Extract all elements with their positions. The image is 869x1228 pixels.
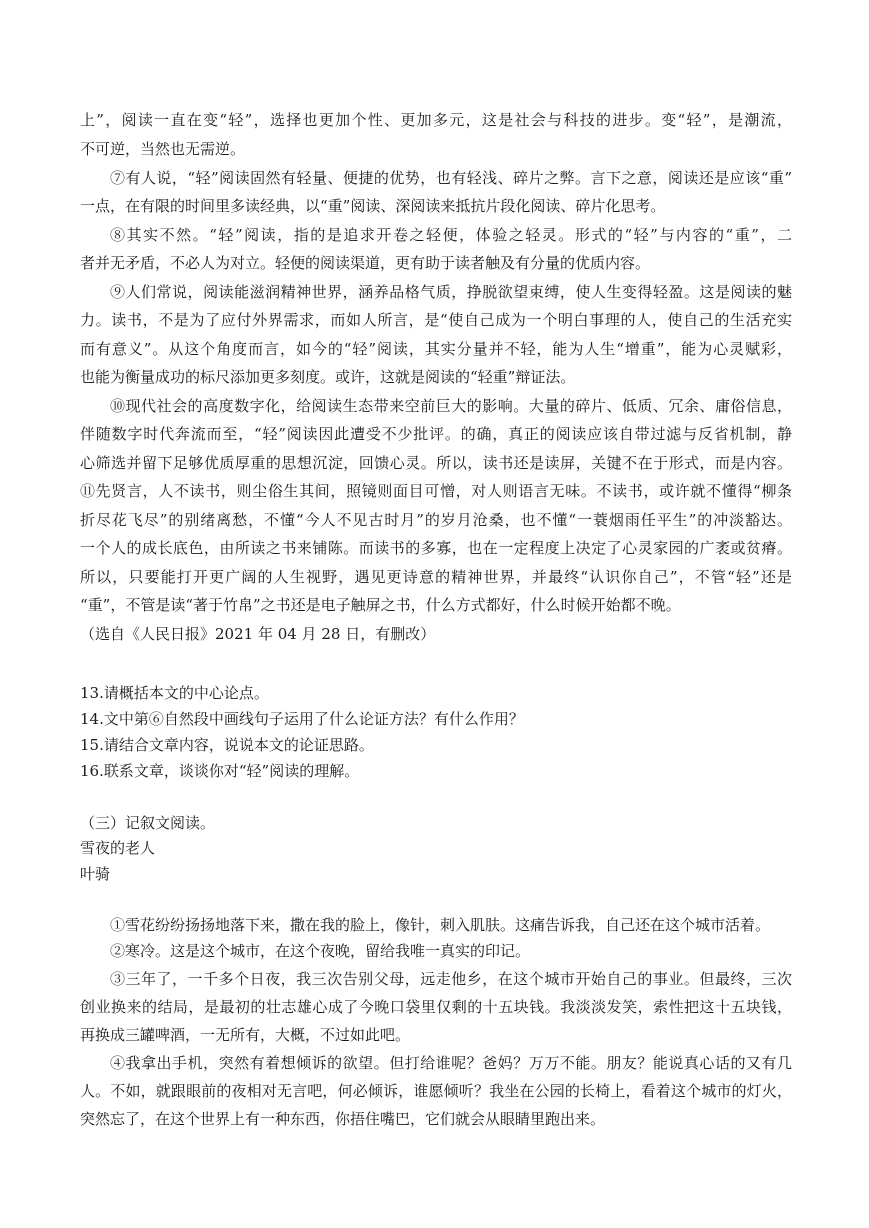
article-line: 不可逆，当然也无需逆。 (80, 140, 246, 158)
story-title: 雪夜的老人 (80, 839, 156, 857)
paragraph-11-line: ⑪先贤言，人不读书，则尘俗生其间，照镜则面目可憎，对人则语言无味。不读书，或许就不懂得“柳条 (80, 482, 792, 500)
question-15: 15.请结合文章内容，说说本文的论证思路。 (80, 736, 374, 754)
paragraph-10-line: 伴随数字时代奔流而至，“轻”阅读因此遭受不少批评。的确，真正的阅读应该自带过滤与反省机制，静 (80, 425, 792, 443)
paragraph-8-line: 者并无矛盾，不必人为对立。轻便的阅读渠道，更有助于读者触及有分量的优质内容。 (80, 254, 651, 272)
paragraph-10-line: 心筛选并留下足够优质厚重的思想沉淀，回馈心灵。所以，读书还是读屏，关键不在于形式，而是内容。 (80, 454, 792, 472)
paragraph-11-line: “重”，不管是读“著于竹帛”之书还是电子触屏之书，什么方式都好，什么时候开始都不晚。 (80, 596, 681, 614)
question-16: 16.联系文章，谈谈你对“轻”阅读的理解。 (80, 762, 360, 780)
question-13: 13.请概括本文的中心论点。 (80, 684, 269, 702)
paragraph-11-line: 所以，只要能打开更广阔的人生视野，遇见更诗意的精神世界，并最终“认识你自己”，不管“轻”还是 (80, 568, 792, 586)
paragraph-9-line: 也能为衡量成功的标尺添加更多刻度。或许，这就是阅读的“轻重”辩证法。 (80, 368, 576, 386)
story-paragraph-4-line: 人。不如，就跟眼前的夜相对无言吧，何必倾诉，谁愿倾听？我坐在公园的长椅上，看着这个城市的灯火， (80, 1082, 792, 1100)
paragraph-11-line: 折尽花飞尽”的别绪离愁，不懂“今人不见古时月”的岁月沧桑，也不懂“一蓑烟雨任平生”的冲淡豁达。 (80, 511, 792, 529)
article-line: 上”，阅读一直在变“轻”，选择也更加个性、更加多元，这是社会与科技的进步。变“轻”，是潮流， (80, 111, 792, 129)
story-paragraph-2: ②寒冷。这是这个城市，在这个夜晚，留给我唯一真实的印记。 (110, 942, 531, 960)
story-paragraph-3-line: 再换成三罐啤酒，一无所有，大概，不过如此吧。 (80, 1026, 411, 1044)
paragraph-10-line: ⑩现代社会的高度数字化，给阅读生态带来空前巨大的影响。大量的碎片、低质、冗余、庸俗信息， (110, 397, 792, 415)
question-14: 14.文中第⑥自然段中画线句子运用了什么论证方法？有什么作用？ (80, 710, 524, 728)
story-paragraph-4-line: 突然忘了，在这个世界上有一种东西，你捂住嘴巴，它们就会从眼睛里跑出来。 (80, 1110, 606, 1128)
paragraph-8-line: ⑧其实不然。“轻”阅读，指的是追求开卷之轻便，体验之轻灵。形式的“轻”与内容的“重”，二 (110, 226, 792, 244)
paragraph-7-line: ⑦有人说，“轻”阅读固然有轻量、便捷的优势，也有轻浅、碎片之弊。言下之意，阅读还是应该“重” (110, 169, 792, 187)
story-paragraph-3-line: 创业换来的结局，是最初的壮志雄心成了今晚口袋里仅剩的十五块钱。我淡淡发笑，索性把这十五块钱， (80, 998, 792, 1016)
paragraph-9-line: 而有意义”。从这个角度而言，如今的“轻”阅读，其实分量并不轻，能为人生“增重”，能为心灵赋彩， (80, 340, 792, 358)
story-paragraph-3-line: ③三年了，一千多个日夜，我三次告别父母，远走他乡，在这个城市开始自己的事业。但最终，三次 (110, 970, 792, 988)
story-paragraph-4-line: ④我拿出手机，突然有着想倾诉的欲望。但打给谁呢？爸妈？万万不能。朋友？能说真心话的又有几 (110, 1054, 792, 1072)
paragraph-7-line: 一点，在有限的时间里多读经典，以“重”阅读、深阅读来抵抗片段化阅读、碎片化思考。 (80, 197, 666, 215)
story-author: 叶骑 (80, 865, 111, 883)
paragraph-9-line: ⑨人们常说，阅读能滋润精神世界，涵养品格气质，挣脱欲望束缚，使人生变得轻盈。这是阅读的魅 (110, 283, 792, 301)
story-paragraph-1: ①雪花纷纷扬扬地落下来，撒在我的脸上，像针，刺入肌肤。这痛告诉我，自己还在这个城市活着。 (110, 916, 771, 934)
paragraph-11-line: 一个人的成长底色，由所读之书来铺陈。而读书的多寡，也在一定程度上决定了心灵家园的广袤或贫瘠。 (80, 539, 792, 557)
section-heading: （三）记叙文阅读。 (80, 814, 216, 832)
paragraph-9-line: 力。读书，不是为了应付外界需求，而如人所言，是“使自己成为一个明白事理的人，使自己的生活充实 (80, 311, 792, 329)
source-citation: （选自《人民日报》2021 年 04 月 28 日，有删改） (80, 625, 436, 643)
